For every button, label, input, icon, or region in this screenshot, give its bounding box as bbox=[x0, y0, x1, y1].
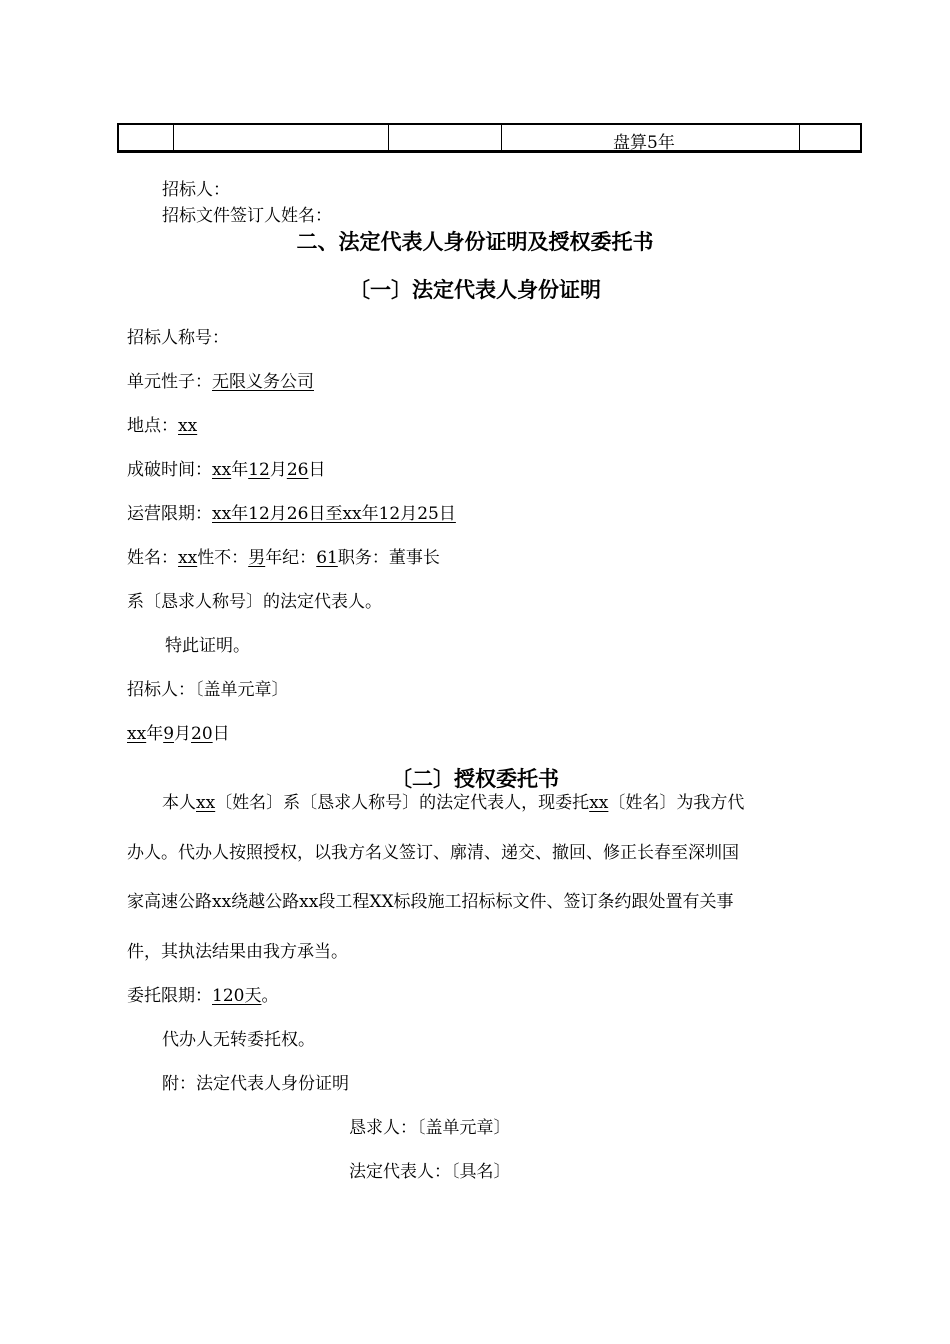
signatory-label: 招标文件签订人姓名： bbox=[162, 206, 332, 226]
certify-line: 特此证明。 bbox=[165, 636, 250, 656]
person-name-label: 姓名： bbox=[127, 548, 178, 568]
agent-name: xx bbox=[589, 793, 609, 813]
founded-year: xx bbox=[212, 460, 232, 480]
attachment-line: 附：法定代表人身份证明 bbox=[162, 1074, 349, 1094]
sex-label: 性不： bbox=[197, 548, 249, 568]
founded-month: 12 bbox=[248, 460, 270, 480]
table-divider bbox=[501, 125, 502, 150]
day-char: 日 bbox=[308, 460, 326, 480]
legal-rep-line: 法定代表人：〔具名〕 bbox=[349, 1162, 511, 1182]
auth-paragraph-line-3: 家高速公路xx绕越公路xx段工程XX标段施工招标标文件、签订条约跟处置有关事 bbox=[127, 892, 734, 912]
date-year: xx bbox=[127, 724, 147, 744]
date-month: 9 bbox=[163, 724, 175, 744]
founded-line bbox=[127, 460, 325, 480]
stamp-line: 招标人：〔盖单元章〕 bbox=[127, 680, 289, 700]
table-cell-duration bbox=[613, 128, 675, 153]
term-label: 运营限期： bbox=[127, 504, 212, 524]
auth-term-value: 120天 bbox=[212, 986, 262, 1006]
term-value: xx年12月26日至xx年12月25日 bbox=[212, 504, 456, 524]
cell-prefix: 盘算 bbox=[613, 133, 647, 153]
person-name: xx bbox=[178, 548, 198, 568]
subsection-title-1: 〔一〕法定代表人身份证明 bbox=[349, 277, 601, 302]
age-label: 年纪： bbox=[265, 548, 317, 568]
year-char: 年 bbox=[146, 724, 164, 744]
auth-text: 本人 bbox=[162, 793, 196, 813]
date-line bbox=[127, 724, 230, 744]
auth-text: 〔姓名〕为我方代 bbox=[608, 793, 745, 813]
cell-value: 5 bbox=[647, 133, 658, 153]
auth-term-line bbox=[127, 986, 278, 1006]
tenderer-label: 招标人： bbox=[162, 180, 230, 200]
subsection-title-2: 〔二〕授权委托书 bbox=[391, 766, 559, 791]
no-transfer-line: 代办人无转委托权。 bbox=[162, 1030, 315, 1050]
table-divider bbox=[173, 125, 174, 150]
nature-value: 无限义务公司 bbox=[212, 372, 314, 392]
representative-line: 系〔恳求人称号〕的法定代表人。 bbox=[127, 592, 382, 612]
duty-label: 职务：董事长 bbox=[337, 548, 440, 568]
operation-term-line bbox=[127, 504, 456, 524]
founded-day: 26 bbox=[286, 460, 309, 480]
address-line bbox=[127, 416, 197, 436]
auth-paragraph-line-4: 件，其执法结果由我方承当。 bbox=[127, 942, 348, 962]
cell-suffix: 年 bbox=[657, 133, 675, 153]
day-char: 日 bbox=[212, 724, 230, 744]
auth-term-end: 。 bbox=[261, 986, 279, 1006]
auth-term-label: 委托限期： bbox=[127, 986, 212, 1006]
address-label: 地点： bbox=[127, 416, 178, 436]
year-char: 年 bbox=[231, 460, 249, 480]
applicant-line: 恳求人：〔盖单元章〕 bbox=[349, 1118, 511, 1138]
founded-label: 成破时间： bbox=[127, 460, 212, 480]
age-value: 61 bbox=[316, 548, 338, 568]
principal-name: xx bbox=[196, 793, 216, 813]
section-title: 二、法定代表人身份证明及授权委托书 bbox=[296, 229, 654, 254]
auth-paragraph-line-1 bbox=[162, 793, 744, 813]
sex-value: 男 bbox=[248, 548, 266, 568]
table-divider bbox=[388, 125, 389, 150]
address-value: xx bbox=[178, 416, 198, 436]
table-divider bbox=[799, 125, 800, 150]
unit-nature-line bbox=[127, 372, 314, 392]
nature-label: 单元性子： bbox=[127, 372, 212, 392]
month-char: 月 bbox=[174, 724, 192, 744]
tenderer-name-label: 招标人称号： bbox=[127, 328, 229, 348]
month-char: 月 bbox=[269, 460, 287, 480]
auth-text: 〔姓名〕系〔恳求人称号〕的法定代表人，现委托 bbox=[215, 793, 590, 813]
date-day: 20 bbox=[191, 724, 213, 744]
auth-paragraph-line-2: 办人。代办人按照授权，以我方名义签订、廓清、递交、撤回、修正长春至深圳国 bbox=[127, 843, 739, 863]
person-line bbox=[127, 548, 440, 568]
table-fragment bbox=[117, 123, 862, 153]
